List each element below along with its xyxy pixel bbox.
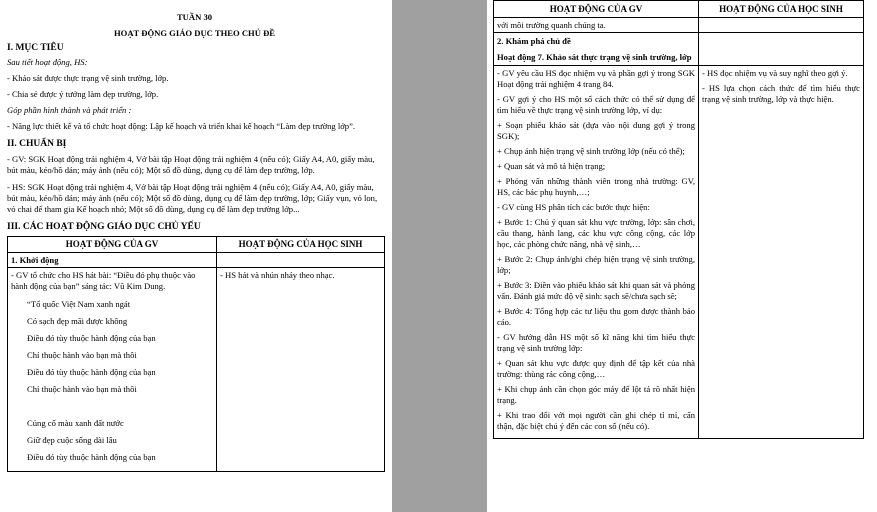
activities-table [7, 236, 385, 472]
teacher-activity-cell [8, 268, 217, 472]
activities-table-continued [493, 0, 864, 439]
teacher-activity-cell [494, 66, 699, 439]
teacher-step: - GV gợi ý cho HS một số cách thức có thể sử dụng để tìm hiểu về thực trạng vệ sinh trường lớp, ví dụ: [497, 94, 695, 115]
document-page-left [0, 0, 392, 512]
objective-item: - Chia sẻ được ý tưởng làm đẹp trường, lớp. [7, 89, 159, 99]
objective-item: - Khảo sát được thực trạng vệ sinh trường, lớp. [7, 73, 169, 83]
lyric-line: Điều đó tùy thuộc hành động của bạn [27, 333, 156, 343]
preparation-teacher: - GV: SGK Hoạt động trải nghiệm 4, Vở bài tập Hoạt động trải nghiệm 4 (nếu có); Giấy A4, A0, giấy màu, bút màu, kéo/hồ dán; máy ảnh (nếu có); Một số đồ dùng, dụng cụ để làm đẹp trường, lớp. [7, 154, 375, 175]
teacher-instruction: - GV tổ chức cho HS hát bài: “Điều đó phụ thuộc vào hành động của bạn” sáng tác: Vũ Kim Dung. [11, 270, 196, 291]
lyric-line-blank [27, 401, 213, 411]
row-explore-label [494, 33, 699, 66]
week-heading: TUẦN 30 [176, 12, 213, 22]
activity-7-heading: Hoạt động 7. Khảo sát thực trạng vệ sinh trường, lớp [497, 52, 692, 62]
teacher-step: - GV yêu cầu HS đọc nhiệm vụ và phần gợi ý trong SGK Hoạt động trải nghiệm 4 trang 84. [497, 68, 695, 89]
lyric-line: Có sạch đẹp mãi được không [27, 316, 128, 326]
continued-empty-cell [699, 17, 864, 33]
section-preparation-heading: II. CHUẨN BỊ [7, 139, 67, 149]
competency-intro: Góp phần hình thành và phát triển : [7, 105, 132, 115]
song-lyrics [11, 299, 213, 462]
preparation-student: - HS: SGK Hoạt động trải nghiệm 4, Vở bài tập Hoạt động trải nghiệm 4 (nếu có); Giấy A4, A0, giấy màu, bút màu, kéo/hồ dán; máy ảnh (nếu có); Một số đồ dùng, dụng cụ để làm đẹp trường, lớp; Giấy vụn, vỏ lon, vỏ chai để tham gia Kế hoạch nhỏ; Một số đồ dùng, dụng cụ để làm đẹp trường lớp... [7, 182, 378, 214]
section-objectives-heading: I. MỤC TIÊU [7, 43, 64, 53]
lyric-line: “Tổ quốc Việt Nam xanh ngát [27, 299, 131, 309]
section-activities-heading: III. CÁC HOẠT ĐỘNG GIÁO DỤC CHỦ YẾU [7, 222, 201, 232]
competency-item: - Năng lực thiết kế và tổ chức hoạt động: Lập kế hoạch và triển khai kế hoạch “Làm đẹp trường lớp”. [7, 121, 356, 131]
objectives-intro: Sau tiết hoạt động, HS: [7, 57, 88, 67]
teacher-step: - GV hướng dẫn HS một số kĩ năng khi tìm hiểu thực trạng vệ sinh trường lớp: [497, 332, 695, 353]
lyric-line: Giữ đẹp cuộc sống dài lâu [27, 435, 117, 445]
explore-heading: 2. Khám phá chủ đề [497, 36, 571, 46]
student-response: - HS hát và nhún nhảy theo nhạc. [220, 270, 335, 280]
column-header-student: HOẠT ĐỘNG CỦA HỌC SINH [699, 1, 864, 18]
student-activity-cell [217, 268, 385, 472]
student-activity-cell [699, 66, 864, 439]
row-warmup-label: 1. Khởi động [8, 252, 217, 268]
column-header-student: HOẠT ĐỘNG CỦA HỌC SINH [217, 237, 385, 253]
row-warmup-label-empty [217, 252, 385, 268]
teacher-step: - GV cùng HS phân tích các bước thực hiện: [497, 202, 650, 212]
lyric-line: Chỉ thuộc hành vào bạn mà thôi [27, 350, 137, 360]
teacher-step: + Chụp ảnh hiện trạng vệ sinh trường lớp (nếu có thể); [497, 146, 685, 156]
column-header-teacher: HOẠT ĐỘNG CỦA GV [8, 237, 217, 253]
lyric-line: Củng cố màu xanh đất nước [27, 418, 124, 428]
teacher-step: + Bước 4: Tổng hợp các tư liệu thu gom được thành báo cáo. [497, 306, 695, 327]
teacher-step: + Phỏng vấn những thành viên trong nhà trường: GV, HS, các bác phụ huynh,…; [497, 176, 695, 197]
teacher-step: + Khi trao đổi với mọi người cần ghi chép tỉ mỉ, cẩn thận, đặc biệt chú ý đến các con số (nếu có). [497, 410, 695, 431]
document-page-right [487, 0, 877, 512]
row-explore-empty [699, 33, 864, 66]
student-step: - HS lựa chọn cách thức để tìm hiểu thực trạng vệ sinh trường, lớp và thực hiện. [702, 83, 860, 104]
lyric-line: Chỉ thuộc hành vào bạn mà thôi [27, 384, 137, 394]
continued-line: với môi trường quanh chúng ta. [497, 19, 606, 30]
teacher-step: + Bước 2: Chụp ảnh/ghi chép hiện trạng vệ sinh trường, lớp; [497, 254, 695, 275]
teacher-step: + Quan sát và mô tả hiện trạng; [497, 161, 606, 171]
teacher-step: + Bước 3: Điền vào phiếu khảo sát khi quan sát và phỏng vấn. Đánh giá mức độ vệ sinh: sạch sẽ/chưa sạch sẽ; [497, 280, 695, 301]
lyric-line: Điều đó tùy thuộc hành động của bạn [27, 452, 156, 462]
teacher-step: + Khi chụp ảnh cần chọn góc máy để lột tả rõ nhất hiện trạng. [497, 384, 695, 405]
continued-text-cell [494, 17, 699, 33]
teacher-step: + Quan sát khu vực được quy định để tập kết của nhà trường: thùng rác công cộng,… [497, 358, 695, 379]
teacher-step: + Bước 1: Chủ ý quan sát khu vực trường, lớp: sân chơi, cầu thang, hành lang, các khu vực công cộng, các lớp học, các phòng chức năng, nhà vệ sinh,… [497, 217, 695, 249]
column-header-teacher: HOẠT ĐỘNG CỦA GV [494, 1, 699, 18]
document-title: HOẠT ĐỘNG GIÁO DỤC THEO CHỦ ĐỀ [113, 28, 276, 38]
lyric-line: Điều đó tùy thuộc hành động của bạn [27, 367, 156, 377]
teacher-step: + Soạn phiếu khảo sát (dựa vào nội dung gợi ý trong SGK); [497, 120, 695, 141]
student-step: - HS đọc nhiệm vụ và suy nghĩ theo gợi ý. [702, 68, 848, 78]
